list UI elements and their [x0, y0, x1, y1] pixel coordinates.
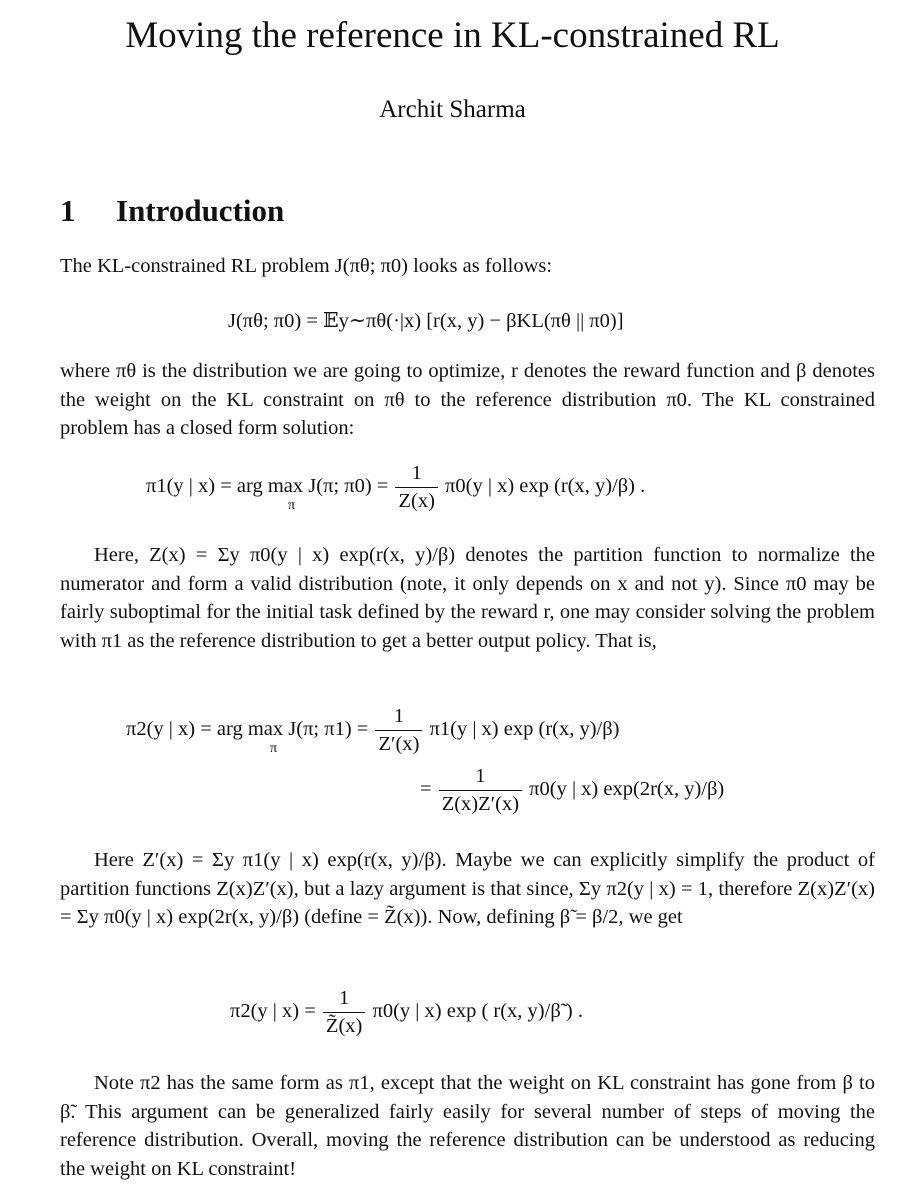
paper-title: Moving the reference in KL-constrained RL: [125, 15, 780, 56]
eq4-denominator: Z̃(x): [325, 1015, 363, 1037]
eq3-denominator-1: Z′(x): [378, 733, 420, 755]
paragraph-5: Note π2 has the same form as π1, except that the weight on KL constraint has gone from β to β̃. This argument can be generalized fairly easily for several number of steps of moving the reference distribution. Overall, moving the reference distribution can be understood as reducing the weight on KL constraint!: [60, 1072, 875, 1180]
eq2-rhs: π0(y | x) exp (r(x, y)/β) .: [445, 475, 646, 498]
eq2-argmax-subscript: π: [288, 498, 296, 513]
eq3-numerator-2: 1: [439, 765, 522, 791]
author-name: Archit Sharma: [379, 96, 526, 123]
eq3-numerator-1: 1: [375, 705, 422, 731]
eq3-rhs-1: π1(y | x) exp (r(x, y)/β): [429, 718, 620, 741]
eq2-numerator: 1: [395, 462, 437, 488]
eq3-argmax-subscript: π: [270, 741, 278, 756]
paragraph-4: Here Z′(x) = Σy π1(y | x) exp(r(x, y)/β). Maybe we can explicitly simplify the product of partition functions Z(x)Z′(x), but a lazy argument is that since, Σy π2(y | x) = 1, therefore Z(x)Z′(x) = Σy π0(y | x) exp(2r(x, y)/β) (define = Z̃(x)). Now, defining β̃ = β/2, we get: [60, 849, 875, 929]
equation-4: [230, 987, 583, 1038]
paragraph-2: where πθ is the distribution we are going to optimize, r denotes the reward function and β denotes the weight on the KL constraint on πθ to the reference distribution π0. The KL constrained problem has a closed form solution:: [60, 360, 875, 440]
eq4-lhs: π2(y | x) =: [230, 1000, 316, 1023]
section-title: Introduction: [116, 193, 285, 228]
eq4-fraction: [323, 987, 365, 1038]
eq3-lhs: π2(y | x) = arg max J(π; π1) =: [126, 718, 369, 741]
equation-3-line-2: [420, 765, 724, 816]
eq3-equals: =: [420, 778, 432, 801]
eq4-rhs: π0(y | x) exp ( r(x, y)/β̃ ) .: [372, 1000, 583, 1023]
eq2-fraction: [395, 462, 437, 513]
equation-3-line-1: [126, 705, 620, 756]
eq3-fraction-1: [375, 705, 422, 756]
eq3-rhs-2: π0(y | x) exp(2r(x, y)/β): [529, 778, 725, 801]
equation-2: [146, 462, 645, 513]
paragraph-3: Here, Z(x) = Σy π0(y | x) exp(r(x, y)/β) denotes the partition function to normalize the numerator and form a valid distribution (note, it only depends on x and not y). Since π0 may be fairly suboptimal for the initial task defined by the reward r, one may consider solving the problem with π1 as the reference distribution to get a better output policy. That is,: [60, 544, 875, 652]
eq4-numerator: 1: [323, 987, 365, 1013]
eq2-lhs: π1(y | x) = arg max J(π; π0) =: [146, 475, 389, 498]
equation-1: J(πθ; π0) = 𝔼y∼πθ(·|x) [r(x, y) − βKL(πθ || π0)]: [228, 310, 624, 332]
eq3-denominator-2: Z(x)Z′(x): [441, 793, 520, 815]
eq3-fraction-2: [439, 765, 522, 816]
eq2-denominator: Z(x): [398, 490, 435, 512]
paragraph-1: The KL-constrained RL problem J(πθ; π0) looks as follows:: [60, 255, 553, 277]
section-number: 1: [60, 193, 76, 228]
section-heading: [60, 193, 284, 229]
